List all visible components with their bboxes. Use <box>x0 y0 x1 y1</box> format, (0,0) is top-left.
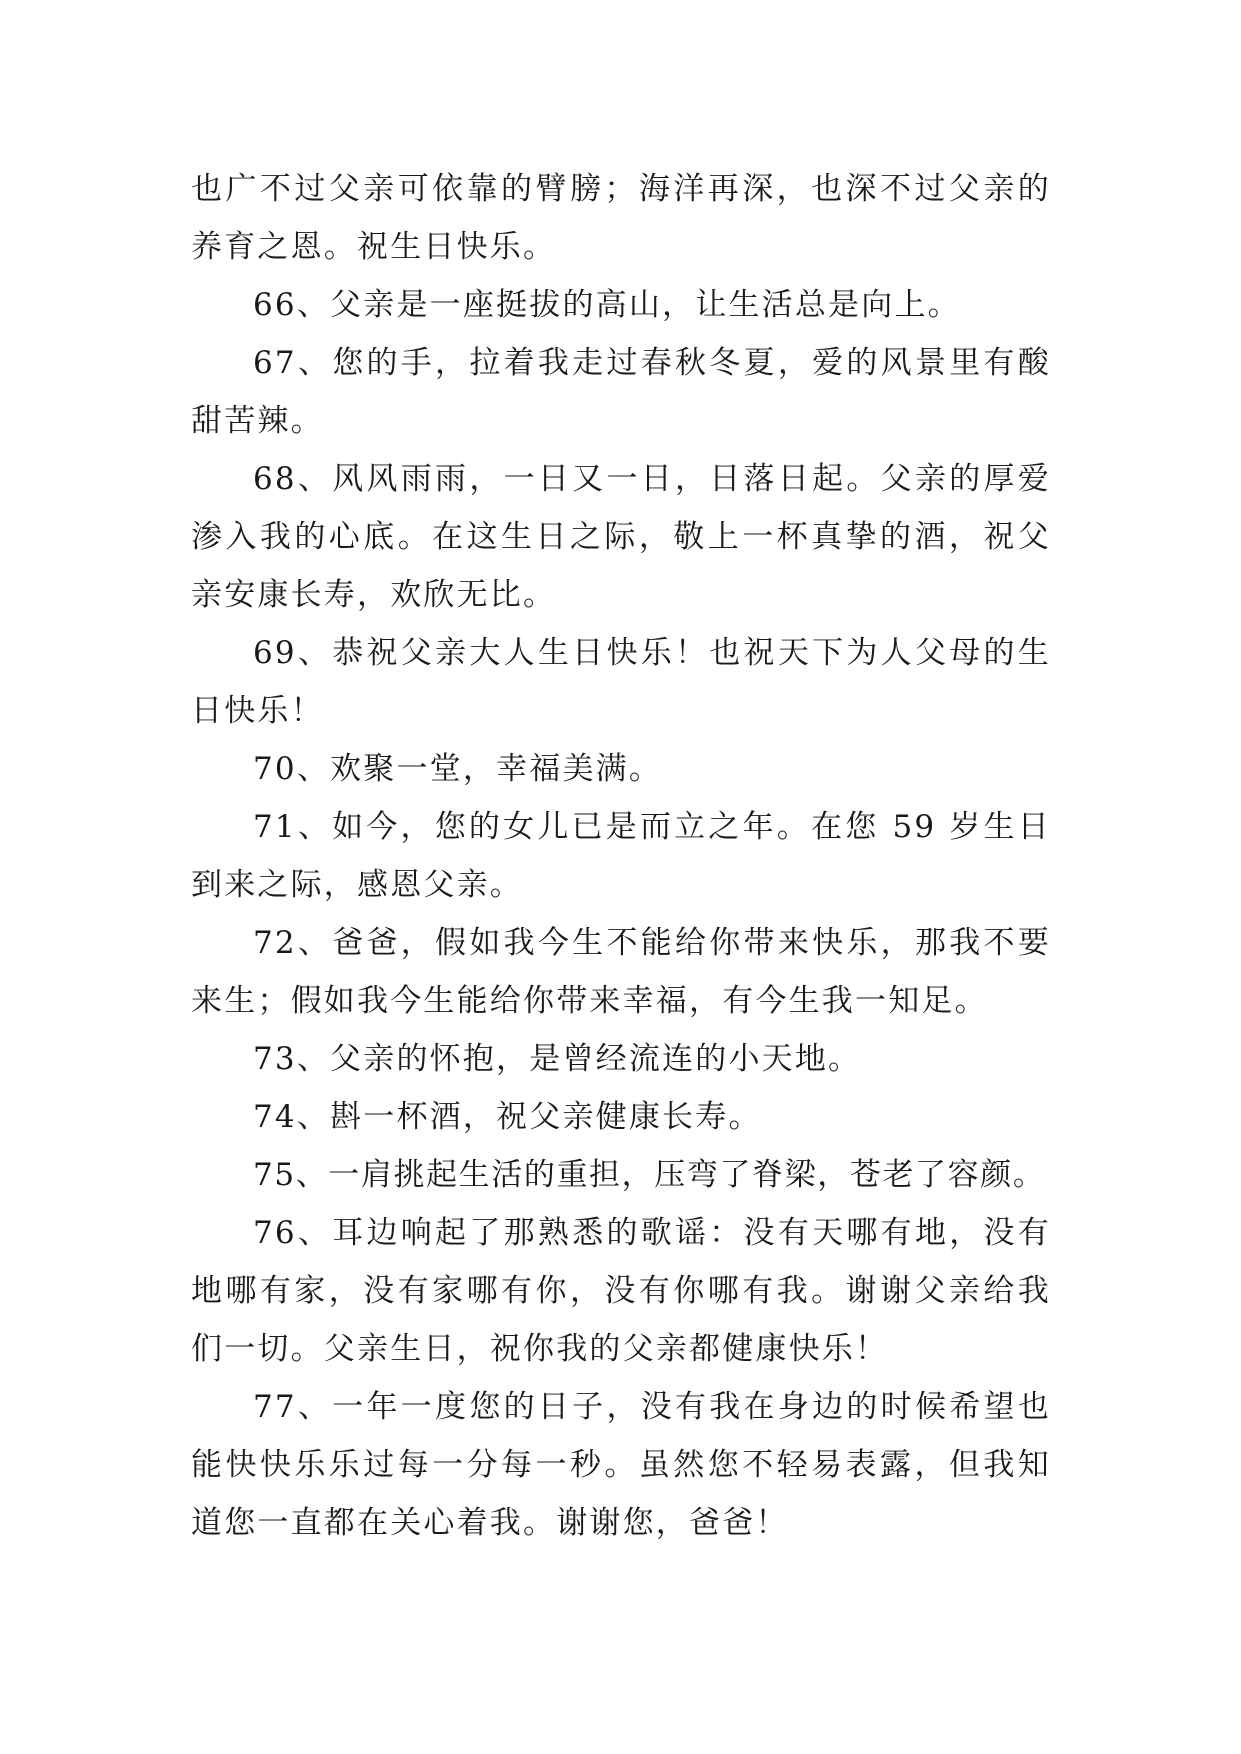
paragraph-75: 75、一肩挑起生活的重担，压弯了脊梁，苍老了容颜。 <box>253 1157 1046 1193</box>
paragraph-70: 70、欢聚一堂，幸福美满。 <box>253 751 663 787</box>
paragraph-72: 72、爸爸，假如我今生不能给你带来快乐，那我不要来生；假如我今生能给你带来幸福，有今生我一知足。 <box>191 925 1051 1019</box>
paragraph-68: 68、风风雨雨，一日又一日，日落日起。父亲的厚爱渗入我的心底。在这生日之际，敬上一杯真挚的酒，祝父亲安康长寿，欢欣无比。 <box>191 461 1051 613</box>
paragraph-66: 66、父亲是一座挺拔的高山，让生活总是向上。 <box>253 287 961 323</box>
paragraph-77: 77、一年一度您的日子，没有我在身边的时候希望也能快快乐乐过每一分每一秒。虽然您不轻易表露，但我知道您一直都在关心着我。谢谢您，爸爸！ <box>191 1389 1051 1541</box>
paragraph-71: 71、如今，您的女儿已是而立之年。在您 59 岁生日到来之际，感恩父亲。 <box>191 809 1051 903</box>
paragraph-67: 67、您的手，拉着我走过春秋冬夏，爱的风景里有酸甜苦辣。 <box>191 345 1051 439</box>
paragraph-74: 74、斟一杯酒，祝父亲健康长寿。 <box>253 1099 762 1135</box>
paragraph-69: 69、恭祝父亲大人生日快乐！也祝天下为人父母的生日快乐！ <box>191 635 1051 729</box>
paragraph-76: 76、耳边响起了那熟悉的歌谣：没有天哪有地，没有地哪有家，没有家哪有你，没有你哪有我。谢谢父亲给我们一切。父亲生日，祝你我的父亲都健康快乐！ <box>191 1215 1051 1367</box>
paragraph-continuation: 也广不过父亲可依靠的臂膀；海洋再深，也深不过父亲的养育之恩。祝生日快乐。 <box>191 171 1051 265</box>
paragraph-73: 73、父亲的怀抱，是曾经流连的小天地。 <box>253 1041 862 1077</box>
document-body <box>191 160 1051 1552</box>
